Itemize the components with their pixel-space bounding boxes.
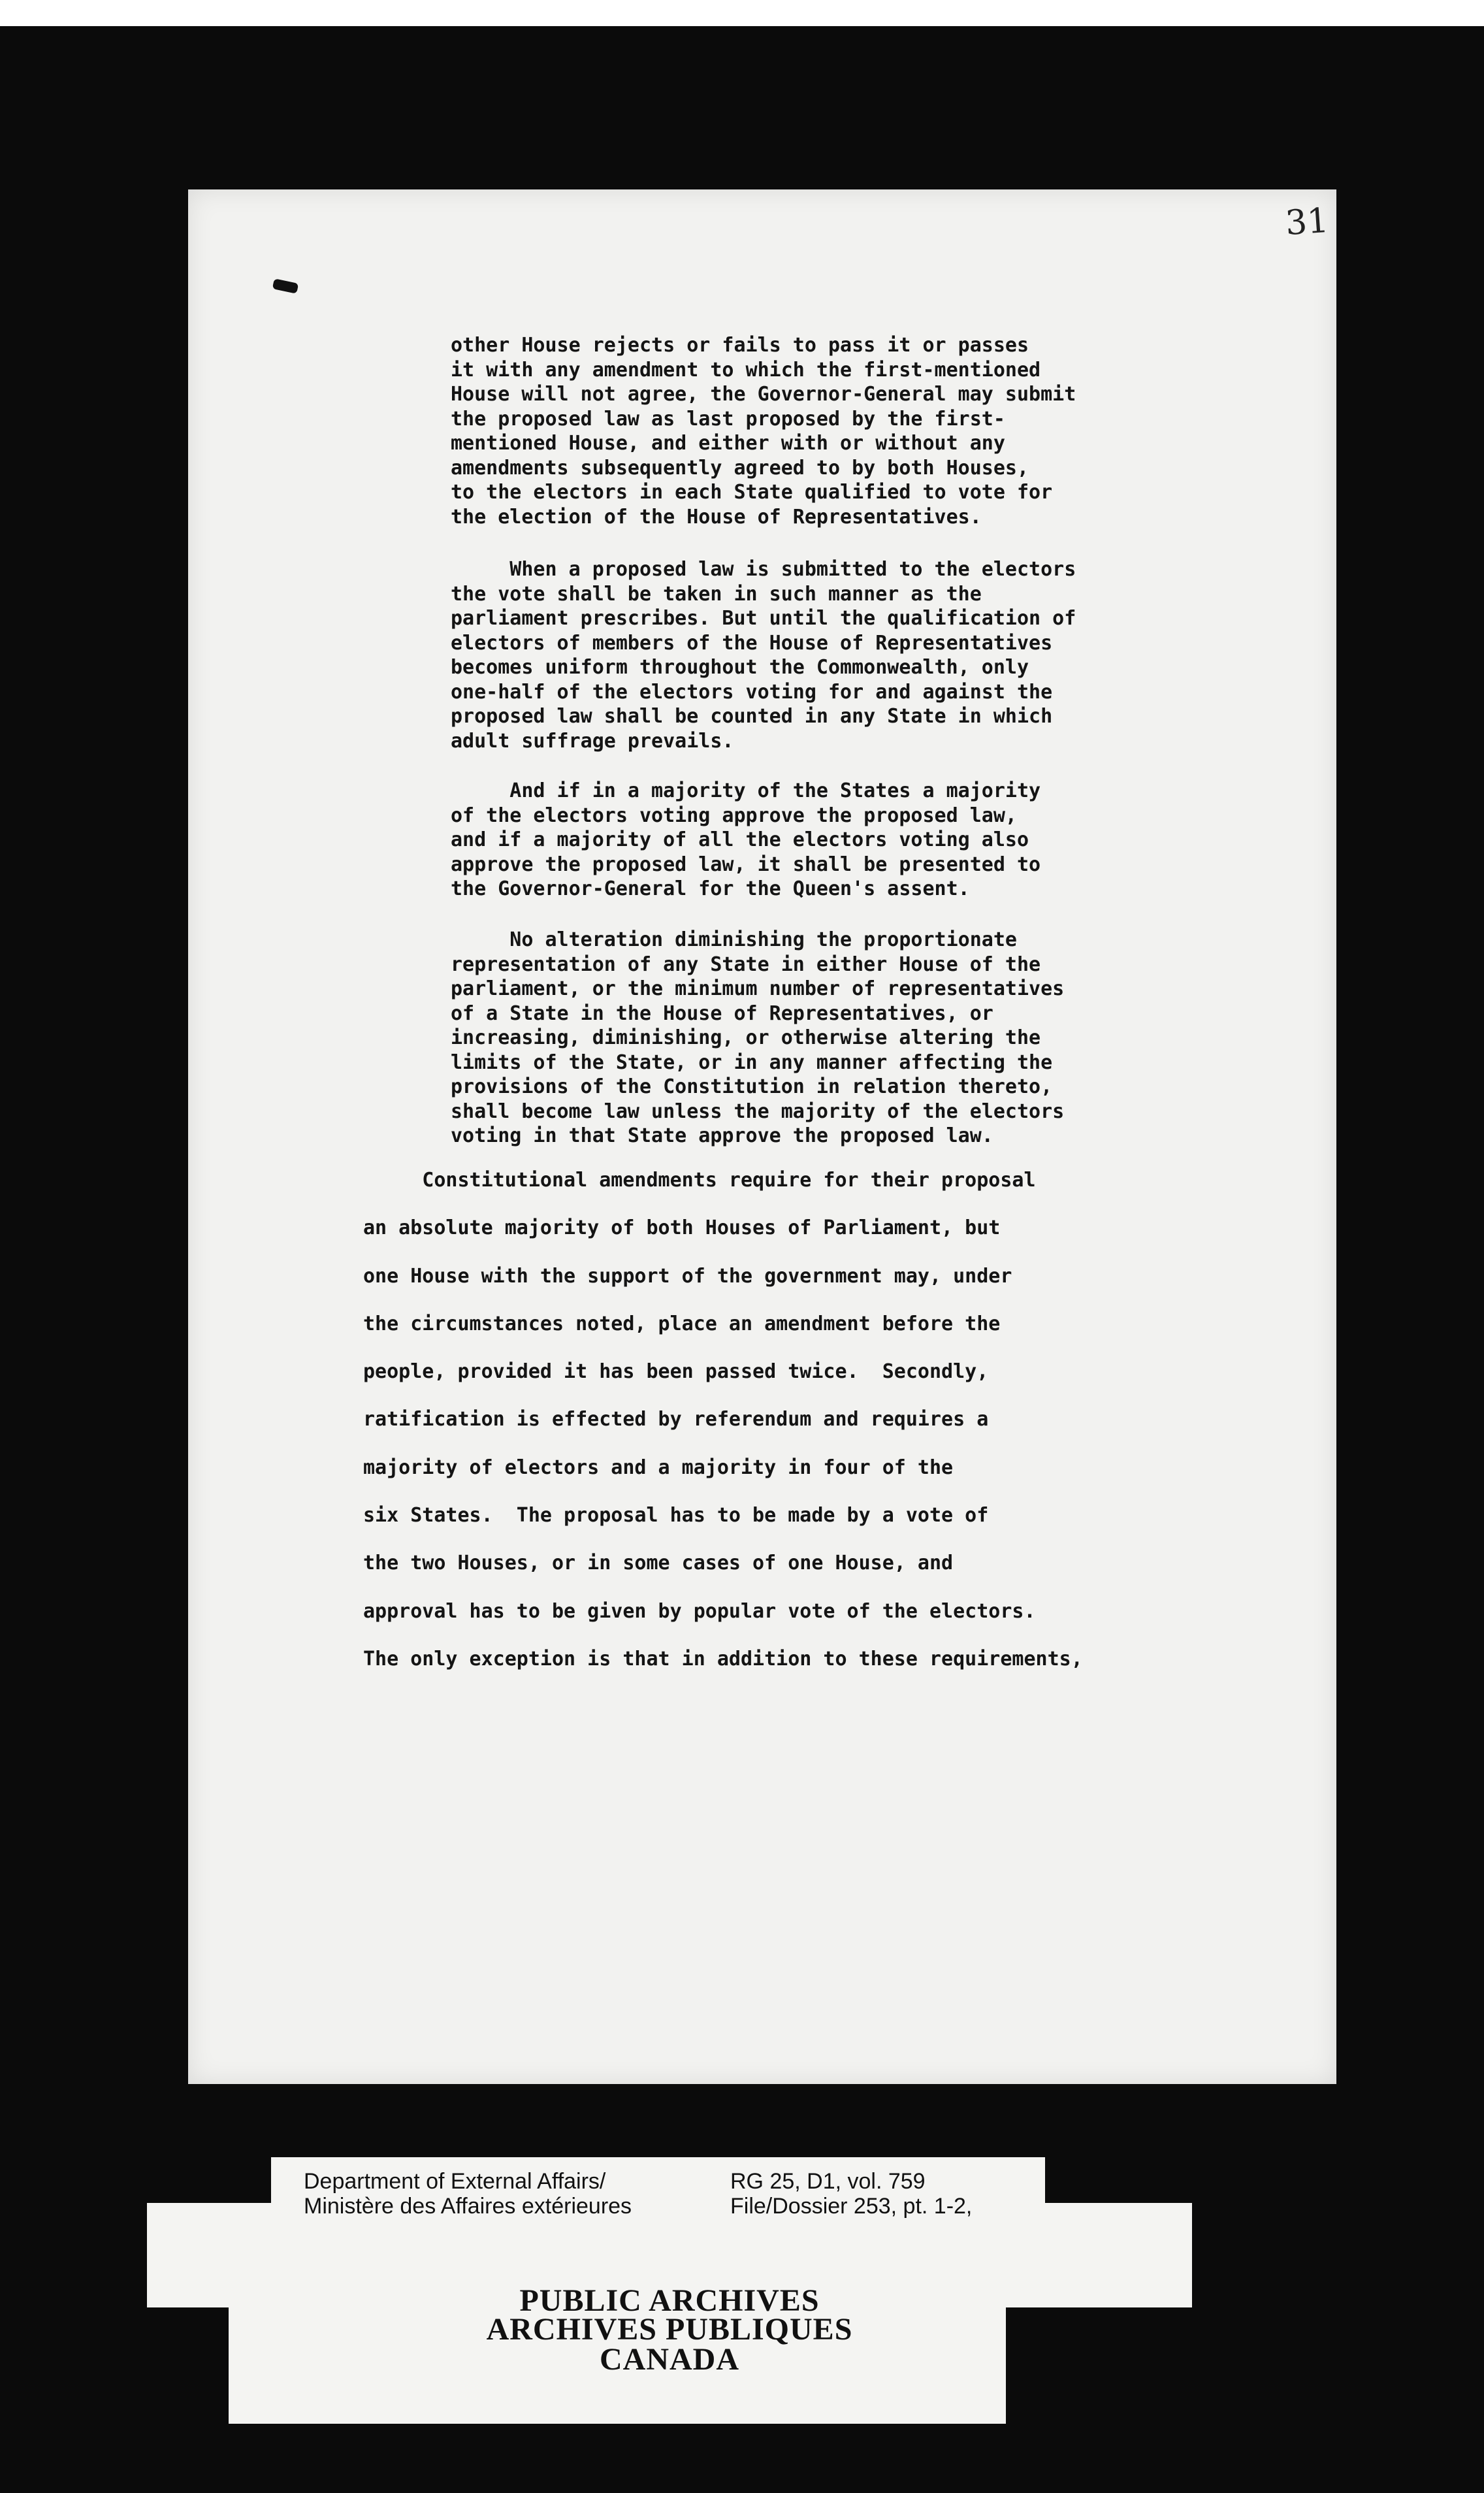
record-group-reference: RG 25, D1, vol. 759 [730, 2169, 926, 2194]
quoted-paragraph-1: other House rejects or fails to pass it or passes it with any amendment to which the first-mentioned House will not agree, the Governor-General may submit the proposed law as last proposed by the first- mentioned House, and either with or without any amendments subsequently agreed to by both Houses, to the electors in each State qualified to vote for the election of the House of Representatives. [451, 334, 1076, 529]
department-english: Department of External Affairs/ [304, 2169, 606, 2194]
public-archives-heading: PUBLIC ARCHIVES [519, 2283, 820, 2318]
page-number: 31 [1283, 201, 1331, 244]
quoted-paragraph-3: And if in a majority of the States a majority of the electors voting approve the proposed law, and if a majority of all the electors voting also approve the proposed law, it shall be presented to the Governor-General for the Queen's assent. [451, 779, 1041, 900]
quoted-paragraph-4: No alteration diminishing the proportionate representation of any State in either House of the parliament, or the minimum number of representatives of a State in the House of Representatives, or increasing, diminishing, or otherwise altering the limits of the State, or in any manner affecting the provisions of the Constitution in relation thereto, shall become law unless the majority of the electors voting in that State approve the proposed law. [451, 928, 1065, 1147]
body-paragraph: Constitutional amendments require for their proposal an absolute majority of both Houses of Parliament, but one House with the support of the government may, under the circumstances noted, place an amendment before the people, provided it has been passed twice. Secondly, ratification is effected by referendum and requires a majority of electors and a majority in four of the six States. The proposal has to be made by a vote of the two Houses, or in some cases of one House, and approval has to be given by popular vote of the electors. The only exception is that in addition to these requirements, [363, 1169, 1083, 1670]
quoted-paragraph-2: When a proposed law is submitted to the electors the vote shall be taken in such manner as the parliament prescribes. But until the qualification of electors of members of the House of Representatives becomes uniform throughout the Commonwealth, only one-half of the electors voting for and against the proposed law shall be counted in any State in which adult suffrage prevails. [451, 558, 1076, 753]
ink-mark [272, 278, 298, 294]
department-french: Ministère des Affaires extérieures [304, 2194, 632, 2219]
document-page [188, 189, 1336, 2084]
canada-heading: CANADA [600, 2342, 739, 2377]
archives-publiques-heading: ARCHIVES PUBLIQUES [486, 2312, 853, 2347]
file-reference: File/Dossier 253, pt. 1-2, [730, 2194, 973, 2219]
